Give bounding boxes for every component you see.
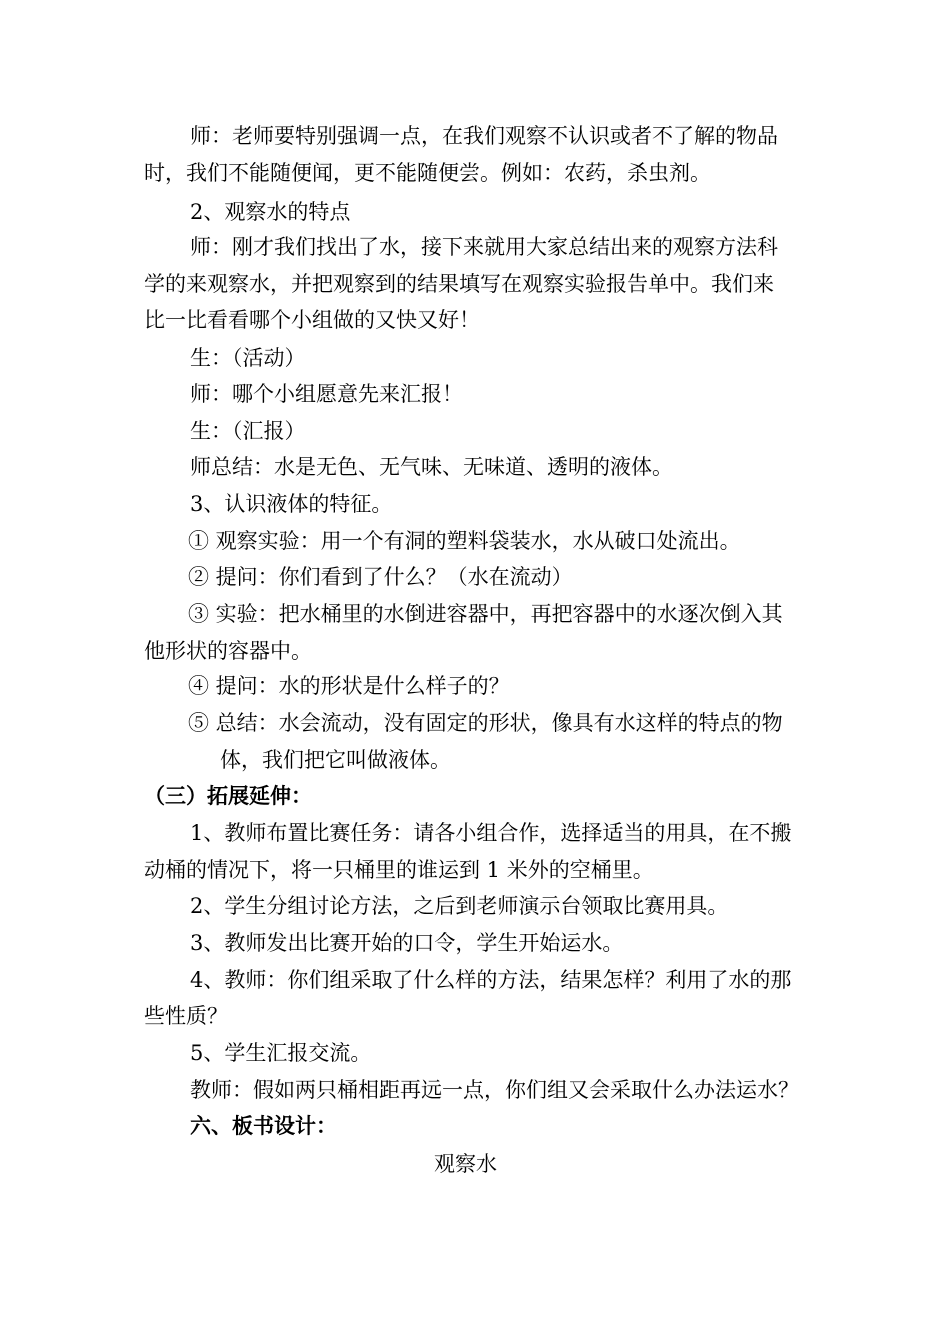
list-item: ② 提问：你们看到了什么？（水在流动） <box>188 565 573 589</box>
paragraph-line: 师：老师要特别强调一点，在我们观察不认识或者不了解的物品 <box>190 124 778 148</box>
paragraph-line: 教师：假如两只桶相距再远一点，你们组又会采取什么办法运水？ <box>190 1078 799 1102</box>
list-item: ③ 实验：把水桶里的水倒进容器中，再把容器中的水逐次倒入其 <box>188 602 783 626</box>
paragraph-line: 动桶的情况下，将一只桶里的谁运到 1 米外的空桶里。 <box>144 858 654 882</box>
paragraph-line: 4、教师：你们组采取了什么样的方法，结果怎样？利用了水的那 <box>190 968 792 992</box>
paragraph-line: 比一比看看哪个小组做的又快又好！ <box>144 308 480 332</box>
list-item: ④ 提问：水的形状是什么样子的？ <box>188 674 510 698</box>
board-design-title: 观察水 <box>434 1152 497 1176</box>
list-item-continuation: 体，我们把它叫做液体。 <box>220 748 451 772</box>
paragraph-line: 时，我们不能随便闻，更不能随便尝。例如：农药，杀虫剂。 <box>144 161 711 185</box>
paragraph-line: 5、学生汇报交流。 <box>190 1041 372 1065</box>
section-heading: 3、认识液体的特征。 <box>190 492 393 516</box>
section-heading: （三）拓展延伸： <box>144 783 312 808</box>
section-heading: 六、板书设计： <box>190 1113 337 1138</box>
paragraph-line: 生：（活动） <box>190 346 306 370</box>
paragraph-line: 些性质？ <box>144 1004 228 1028</box>
paragraph-line: 师总结：水是无色、无气味、无味道、透明的液体。 <box>190 455 673 479</box>
paragraph-line: 师：刚才我们找出了水，接下来就用大家总结出来的观察方法科 <box>190 235 778 259</box>
list-item-continuation: 他形状的容器中。 <box>144 639 312 663</box>
list-item: ① 观察实验：用一个有洞的塑料袋装水，水从破口处流出。 <box>188 529 741 553</box>
paragraph-line: 3、教师发出比赛开始的口令，学生开始运水。 <box>190 931 624 955</box>
section-heading: 2、观察水的特点 <box>190 200 351 224</box>
paragraph-line: 生：（汇报） <box>190 419 306 443</box>
paragraph-line: 1、教师布置比赛任务：请各小组合作，选择适当的用具，在不搬 <box>190 821 792 845</box>
paragraph-line: 学的来观察水，并把观察到的结果填写在观察实验报告单中。我们来 <box>144 272 774 296</box>
paragraph-line: 2、学生分组讨论方法，之后到老师演示台领取比赛用具。 <box>190 894 729 918</box>
paragraph-line: 师：哪个小组愿意先来汇报！ <box>190 382 463 406</box>
list-item: ⑤ 总结：水会流动，没有固定的形状，像具有水这样的特点的物 <box>188 711 783 735</box>
